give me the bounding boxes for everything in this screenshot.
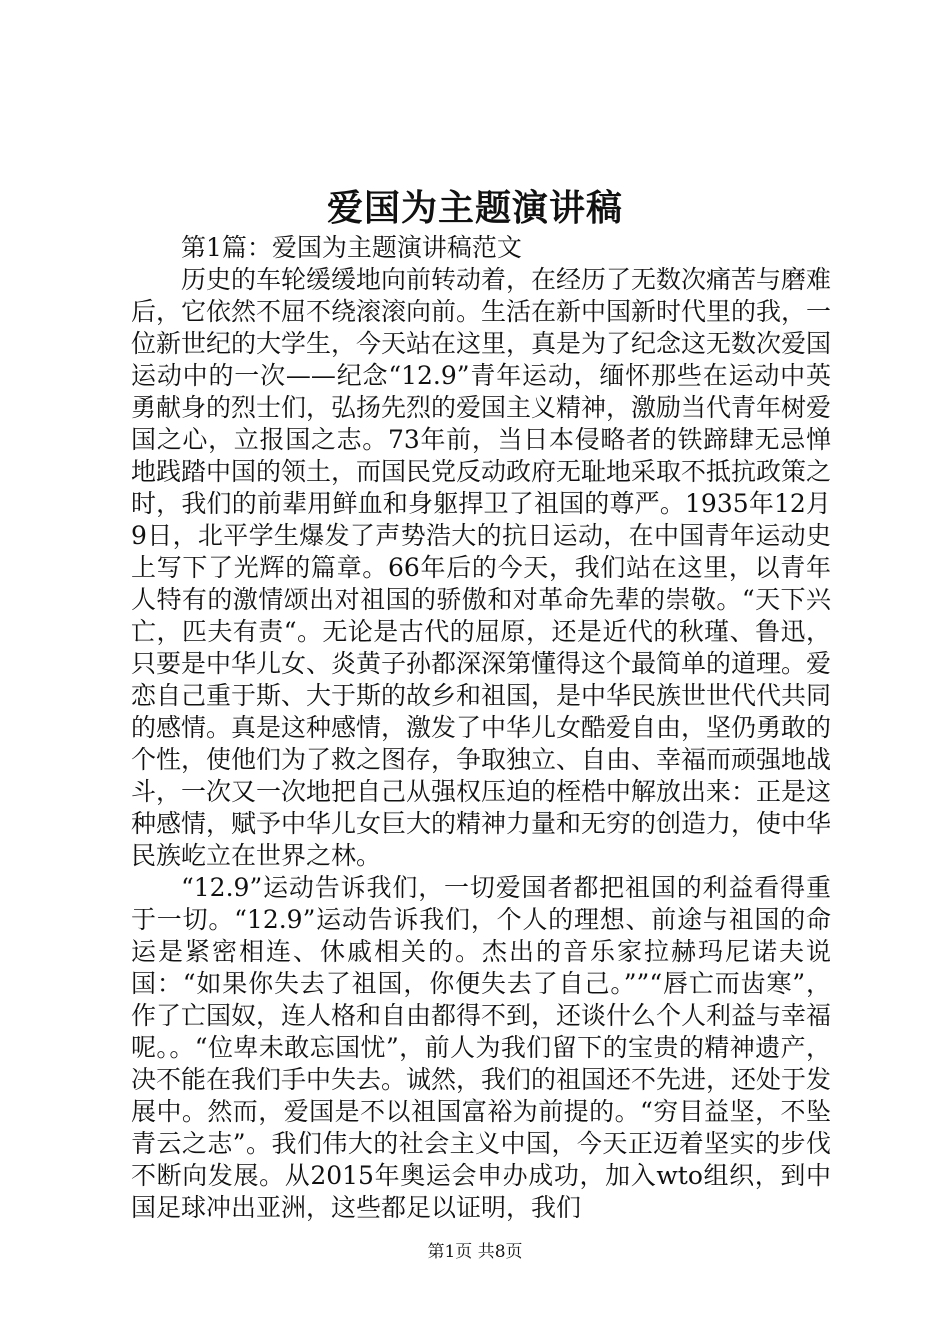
body-paragraph-1: 历史的车轮缓缓地向前转动着，在经历了无数次痛苦与磨难后，它依然不屈不绕滚滚向前。生活在新中国新时代里的我，一位新世纪的大学生，今天站在这里，真是为了纪念这无数次爱国运动中的一次——纪念“12.9”青年运动，缅怀那些在运动中英勇献身的烈士们，弘扬先烈的爱国主义精神，激励当代青年树爱国之心，立报国之志。73年前，当日本侵略者的铁蹄肆无忌惮地践踏中国的领土，而国民党反动政府无耻地采取不抵抗政策之时，我们的前辈用鲜血和身躯捍卫了祖国的尊严。1935年12月9日，北平学生爆发了声势浩大的抗日运动，在中国青年运动史上写下了光辉的篇章。66年后的今天，我们站在这里，以青年人特有的激情颂出对祖国的骄傲和对革命先辈的崇敬。“天下兴亡，匹夫有责“。无论是古代的屈原，还是近代的秋瑾、鲁迅，只要是中华儿女、炎黄子孙都深深第懂得这个最简单的道理。爱恋自己重于斯、大于斯的故乡和祖国，是中华民族世世代代共同的感情。真是这种感情，激发了中华儿女酷爱自由，坚仍勇敢的个性，使他们为了救之图存，争取独立、自由、幸福而顽强地战斗，一次又一次地把自己从强权压迫的桎梏中解放出来：正是这种感情，赋予中华儿女巨大的精神力量和无穷的创造力，使中华民族屹立在世界之林。 <box>131 265 832 870</box>
body-paragraph-2: “12.9”运动告诉我们，一切爱国者都把祖国的利益看得重于一切。“12.9”运动告诉我们，个人的理想、前途与祖国的命运是紧密相连、休戚相关的。杰出的音乐家拉赫玛尼诺夫说国：“如果你失去了祖国，你便失去了自己。””“唇亡而齿寒”，作了亡国奴，连人格和自由都得不到，还谈什么个人利益与幸福呢。。“位卑未敢忘国忧”，前人为我们留下的宝贵的精神遗产，决不能在我们手中失去。诚然，我们的祖国还不先进，还处于发展中。然而，爱国是不以祖国富裕为前提的。“穷目益坚，不坠青云之志”。我们伟大的社会主义中国，今天正迈着坚实的步伐不断向发展。从2015年奥运会申办成功，加入wto组织，到中国足球冲出亚洲，这些都足以证明，我们 <box>131 873 832 1222</box>
section-heading: 第1篇：爱国为主题演讲稿范文 <box>181 233 522 262</box>
document-title: 爱国为主题演讲稿 <box>326 187 623 229</box>
document-body <box>131 232 831 1224</box>
page-footer: 第1页 共8页 <box>427 1242 523 1262</box>
